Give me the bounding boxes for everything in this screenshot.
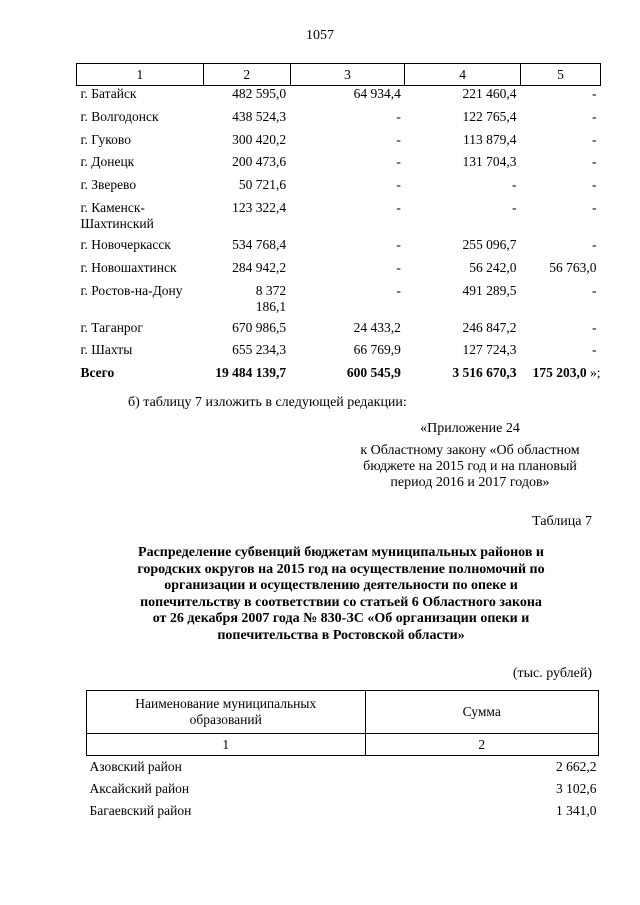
value-cell: 221 460,4 bbox=[462, 86, 517, 101]
closing-quote: »; bbox=[586, 365, 601, 381]
appendix-line: бюджете на 2015 год и на плановый bbox=[363, 459, 577, 474]
value-cell: 246 847,2 bbox=[462, 319, 517, 335]
value-cell: - bbox=[512, 177, 517, 193]
value-cell: - bbox=[592, 199, 597, 215]
column-number: 1 bbox=[77, 64, 204, 86]
sum-cell: 2 662,2 bbox=[556, 759, 597, 774]
city-name: г. Ростов-на-Дону bbox=[80, 282, 183, 298]
value-cell: - bbox=[396, 259, 401, 275]
column-number-row bbox=[87, 734, 599, 756]
value-cell: - bbox=[512, 199, 517, 215]
value-cell: - bbox=[396, 236, 401, 252]
table-row bbox=[77, 177, 601, 200]
total-value-text: 175 203,0 bbox=[532, 365, 587, 381]
header-name-line: Наименование муниципальных bbox=[135, 696, 317, 711]
page-number: 1057 bbox=[306, 28, 334, 43]
city-name: г. Гуково bbox=[80, 131, 131, 147]
table-label: Таблица 7 bbox=[532, 514, 592, 529]
heading-line: Распределение субвенций бюджетам муниципальных районов и bbox=[138, 545, 544, 560]
table-row bbox=[77, 320, 601, 343]
value-cell: 56 242,0 bbox=[469, 259, 517, 275]
city-name: г. Батайск bbox=[80, 86, 137, 101]
table-row bbox=[77, 283, 601, 320]
value-cell: 284 942,2 bbox=[232, 259, 287, 275]
value-cell: - bbox=[396, 154, 401, 170]
city-name: г. Новошахтинск bbox=[80, 259, 177, 275]
appendix-line: к Областному закону «Об областном bbox=[360, 443, 580, 458]
subsidy-table-continuation bbox=[76, 63, 601, 388]
value-cell: 122 765,4 bbox=[462, 108, 517, 124]
table-row bbox=[87, 800, 599, 822]
value-cell: - bbox=[592, 86, 597, 101]
value-cell: 56 763,0 bbox=[549, 259, 597, 275]
sum-cell: 3 102,6 bbox=[556, 781, 597, 796]
subsidy-table-7 bbox=[86, 690, 599, 822]
total-row bbox=[77, 365, 601, 388]
table-row bbox=[87, 778, 599, 800]
value-cell: - bbox=[592, 236, 597, 252]
heading-line: от 26 декабря 2007 года № 830-ЗС «Об организации опеки и bbox=[152, 611, 530, 626]
value-cell: 131 704,3 bbox=[462, 154, 517, 170]
city-name-line: г. Каменск- bbox=[80, 199, 145, 215]
value-cell: 66 769,9 bbox=[353, 342, 401, 358]
value-cell: - bbox=[592, 282, 597, 298]
city-name: г. Шахты bbox=[80, 342, 133, 358]
value-line: 186,1 bbox=[255, 298, 287, 314]
city-name: г. Волгодонск bbox=[80, 108, 159, 124]
value-cell: 482 595,0 bbox=[232, 86, 287, 101]
appendix-title: «Приложение 24 bbox=[420, 421, 520, 436]
district-name: Азовский район bbox=[89, 759, 182, 774]
appendix-line: период 2016 и 2017 годов» bbox=[390, 475, 550, 490]
city-name: г. Новочеркасск bbox=[80, 236, 171, 252]
city-name-line: Шахтинский bbox=[80, 215, 154, 231]
heading-line: попечительства в Ростовской области» bbox=[217, 627, 465, 643]
value-cell: - bbox=[592, 342, 597, 358]
value-cell: 438 524,3 bbox=[232, 108, 287, 124]
heading-line: попечительству в соответствии со статьей 6 Областного закона bbox=[140, 594, 542, 610]
value-line: 8 372 bbox=[255, 282, 287, 298]
value-cell: 24 433,2 bbox=[353, 319, 401, 335]
sum-cell: 1 341,0 bbox=[556, 803, 597, 818]
table-heading bbox=[96, 545, 586, 644]
value-cell: 123 322,4 bbox=[232, 199, 287, 215]
header-sum: Сумма bbox=[365, 691, 599, 734]
value-cell: 670 986,5 bbox=[232, 319, 287, 335]
value-cell: 113 879,4 bbox=[463, 131, 517, 147]
table-row bbox=[87, 756, 599, 779]
column-number: 1 bbox=[87, 734, 366, 756]
table-row bbox=[77, 86, 601, 109]
value-cell: 127 724,3 bbox=[462, 342, 517, 358]
total-value bbox=[521, 365, 601, 388]
column-number: 2 bbox=[365, 734, 599, 756]
value-cell: - bbox=[396, 282, 401, 298]
city-name: г. Зверево bbox=[80, 177, 137, 193]
district-name: Аксайский район bbox=[89, 781, 190, 796]
column-number: 5 bbox=[521, 64, 601, 86]
heading-line: организации и осуществлению деятельности по опеке и bbox=[164, 578, 518, 593]
value-cell: - bbox=[592, 108, 597, 124]
city-name: г. Донецк bbox=[80, 154, 135, 170]
table-row bbox=[77, 260, 601, 283]
value-cell: - bbox=[396, 108, 401, 124]
value-cell: 255 096,7 bbox=[462, 236, 517, 252]
table-row bbox=[77, 200, 601, 237]
value-cell: - bbox=[592, 319, 597, 335]
header-row bbox=[87, 691, 599, 734]
value-cell: - bbox=[592, 154, 597, 170]
value-cell: - bbox=[592, 131, 597, 147]
header-name-line: образований bbox=[189, 712, 262, 727]
table-row bbox=[77, 109, 601, 132]
table-row bbox=[77, 132, 601, 155]
total-label: Всего bbox=[80, 365, 115, 381]
appendix-caption bbox=[340, 421, 600, 491]
header-name bbox=[87, 691, 366, 734]
paragraph-b: б) таблицу 7 изложить в следующей редакции: bbox=[128, 395, 407, 410]
city-name: г. Таганрог bbox=[80, 319, 143, 335]
value-cell: - bbox=[396, 131, 401, 147]
table-row bbox=[77, 237, 601, 260]
table-row bbox=[77, 154, 601, 177]
value-cell: 50 721,6 bbox=[238, 177, 287, 193]
value-cell bbox=[203, 283, 290, 320]
value-cell: - bbox=[592, 177, 597, 193]
column-number: 3 bbox=[290, 64, 405, 86]
value-cell: 300 420,2 bbox=[232, 131, 287, 147]
total-value: 3 516 670,3 bbox=[452, 365, 517, 381]
total-value: 19 484 139,7 bbox=[215, 365, 287, 381]
value-cell: - bbox=[396, 199, 401, 215]
column-number: 2 bbox=[203, 64, 290, 86]
value-cell: - bbox=[396, 177, 401, 193]
value-cell: 534 768,4 bbox=[232, 236, 287, 252]
table-row bbox=[77, 342, 601, 365]
value-cell: 64 934,4 bbox=[353, 86, 401, 101]
district-name: Багаевский район bbox=[89, 803, 192, 818]
value-cell: 655 234,3 bbox=[232, 342, 287, 358]
value-cell: 491 289,5 bbox=[462, 282, 517, 298]
column-number: 4 bbox=[405, 64, 521, 86]
units-note: (тыс. рублей) bbox=[512, 666, 592, 681]
city-name bbox=[77, 200, 204, 237]
value-cell: 200 473,6 bbox=[232, 154, 287, 170]
heading-line: городских округов на 2015 год на осуществление полномочий по bbox=[137, 561, 545, 577]
total-value: 600 545,9 bbox=[346, 365, 401, 381]
column-number-row bbox=[77, 64, 601, 86]
